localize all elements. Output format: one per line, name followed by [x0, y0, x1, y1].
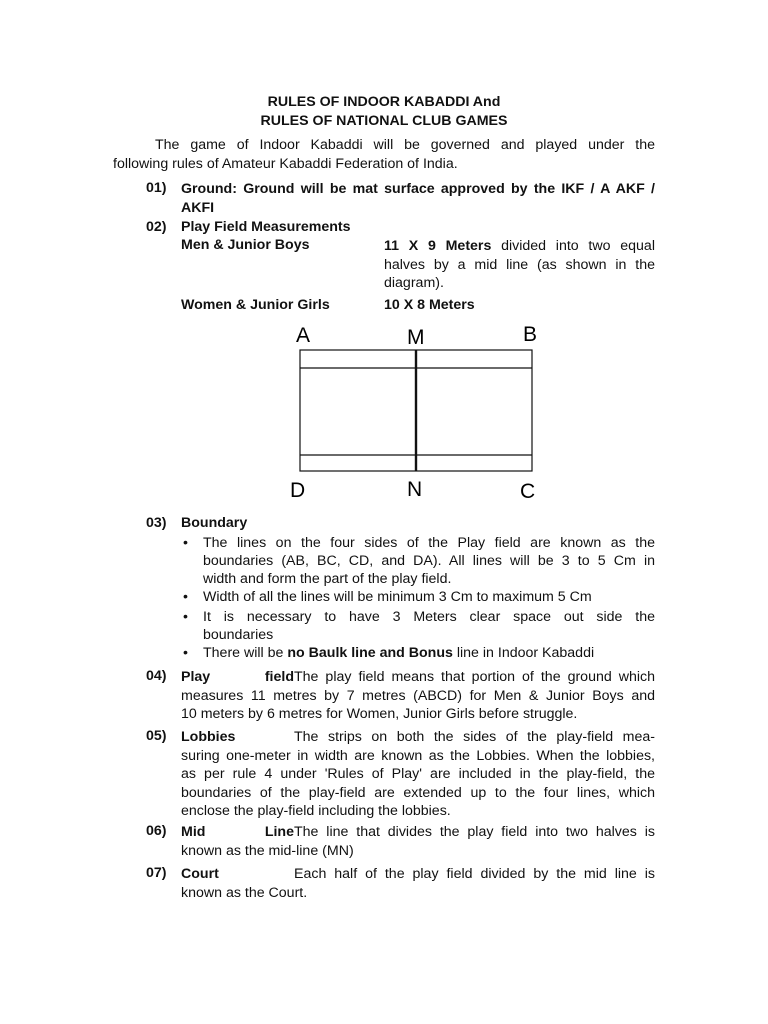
rule-02-heading: Play Field Measurements [181, 219, 351, 235]
rule-07-number: 07) [146, 865, 167, 881]
rule-02-men-value-line1 [384, 237, 655, 256]
rule-04-l1: The play field means that portion of the ground which [294, 669, 655, 685]
rule-02-men-label: Men & Junior Boys [181, 237, 310, 253]
rule-03-number: 03) [146, 515, 167, 531]
rule-05-line3: as per rule 4 under 'Rules of Play' are included in the play-field, the [181, 766, 655, 782]
bullet-1-line1: • The lines on the four sides of the Play field are known as the [203, 535, 655, 551]
rule-04-label: Play field [181, 669, 294, 685]
rule-07-line2: known as the Court. [181, 884, 308, 901]
rule-03-bullet-4 [181, 644, 655, 662]
bullet-4-pre: There will be [203, 645, 288, 661]
doc-title-line1: RULES OF INDOOR KABADDI And [267, 94, 501, 110]
court-label-d: D [290, 479, 306, 502]
intro-line1: The game of Indoor Kabaddi will be governed and played under the [155, 137, 655, 153]
bullet-4-line1 [203, 644, 655, 662]
rule-03-bullet-1 [181, 534, 655, 588]
rule-06-line2: known as the mid-line (MN) [181, 842, 354, 859]
rule-04-number: 04) [146, 668, 167, 684]
rule-05-line5: enclose the play-field including the lobbies. [181, 803, 451, 819]
doc-title-line2: RULES OF NATIONAL CLUB GAMES [260, 113, 508, 129]
rule-06-label: Mid Line [181, 824, 294, 840]
rule-02-women-label: Women & Junior Girls [181, 297, 330, 313]
court-label-b: B [523, 323, 538, 346]
rule-02-women-value: 10 X 8 Meters [384, 297, 475, 313]
rule-03-bullet-3 [181, 608, 655, 644]
bullet-3-line2: boundaries [203, 627, 274, 643]
intro-paragraph [113, 136, 655, 173]
rule-06-text [181, 823, 655, 860]
rule-01-text [181, 180, 655, 217]
rule-06-line1 [181, 823, 655, 842]
rule-07-l1: Each half of the play field divided by the mid line is [294, 866, 655, 882]
men-measure: 11 X 9 Meters [384, 238, 492, 254]
rule-05-number: 05) [146, 728, 167, 744]
court-label-a: A [296, 324, 311, 347]
rule-02-number: 02) [146, 219, 167, 235]
rule-05-l1: The strips on both the sides of the play-field mea- [294, 729, 655, 745]
rule-03-heading: Boundary [181, 515, 248, 531]
rule-01-number: 01) [146, 180, 167, 196]
rule-03-bullet-2 [181, 588, 655, 606]
bullet-2-line1: • Width of all the lines will be minimum 3 Cm to maximum 5 Cm [203, 589, 592, 605]
rule-04-line1 [181, 668, 655, 687]
rule-06-l1: The line that divides the play field into two halves is [294, 824, 655, 840]
rule-05-text [181, 728, 655, 821]
men-measure-rest: divided into two equal [491, 238, 655, 254]
rule-04-text [181, 668, 655, 724]
court-label-m: M [407, 326, 425, 349]
rule-07-text [181, 865, 655, 902]
rule-04-line2: measures 11 metres by 7 metres (ABCD) for Men & Junior Boys and [181, 687, 655, 704]
bullet-1-line3: width and form the part of the play field. [203, 571, 452, 587]
rule-05-line4: boundaries of the play-field are extended up to the four lines, which [181, 784, 655, 801]
bullet-4-post: line in Indoor Kabaddi [452, 645, 595, 661]
rule-02-men-value [384, 237, 655, 293]
rule-02-men-value-line3: diagram). [384, 275, 444, 291]
rule-01-line2: AKFI [181, 199, 215, 216]
court-label-n: N [407, 478, 423, 501]
intro-line2: following rules of Amateur Kabaddi Federation of India. [113, 155, 458, 172]
bullet-3-line1: • It is necessary to have 3 Meters clear space out side the [203, 609, 655, 625]
rule-01-line1: Ground: Ground will be mat surface approved by the IKF / A AKF / [181, 181, 655, 197]
rule-06-number: 06) [146, 823, 167, 839]
rule-05-line1 [181, 728, 655, 747]
court-label-c: C [520, 480, 536, 503]
rule-07-line1 [181, 865, 655, 884]
rule-07-label: Court [181, 866, 219, 882]
bullet-4-bold: no Baulk line and Bonus [287, 645, 453, 661]
rule-04-line3: 10 meters by 6 metres for Women, Junior Girls before struggle. [181, 706, 578, 722]
court-diagram [285, 320, 545, 505]
rule-02-men-value-line2: halves by a mid line (as shown in the [384, 256, 655, 273]
bullet-1-line2: boundaries (AB, BC, CD, and DA). All lines will be 3 to 5 Cm in [203, 553, 655, 569]
rule-05-line2: suring one-meter in width are known as the Lobbies. When the lobbies, [181, 747, 655, 764]
rule-05-label: Lobbies [181, 729, 236, 745]
